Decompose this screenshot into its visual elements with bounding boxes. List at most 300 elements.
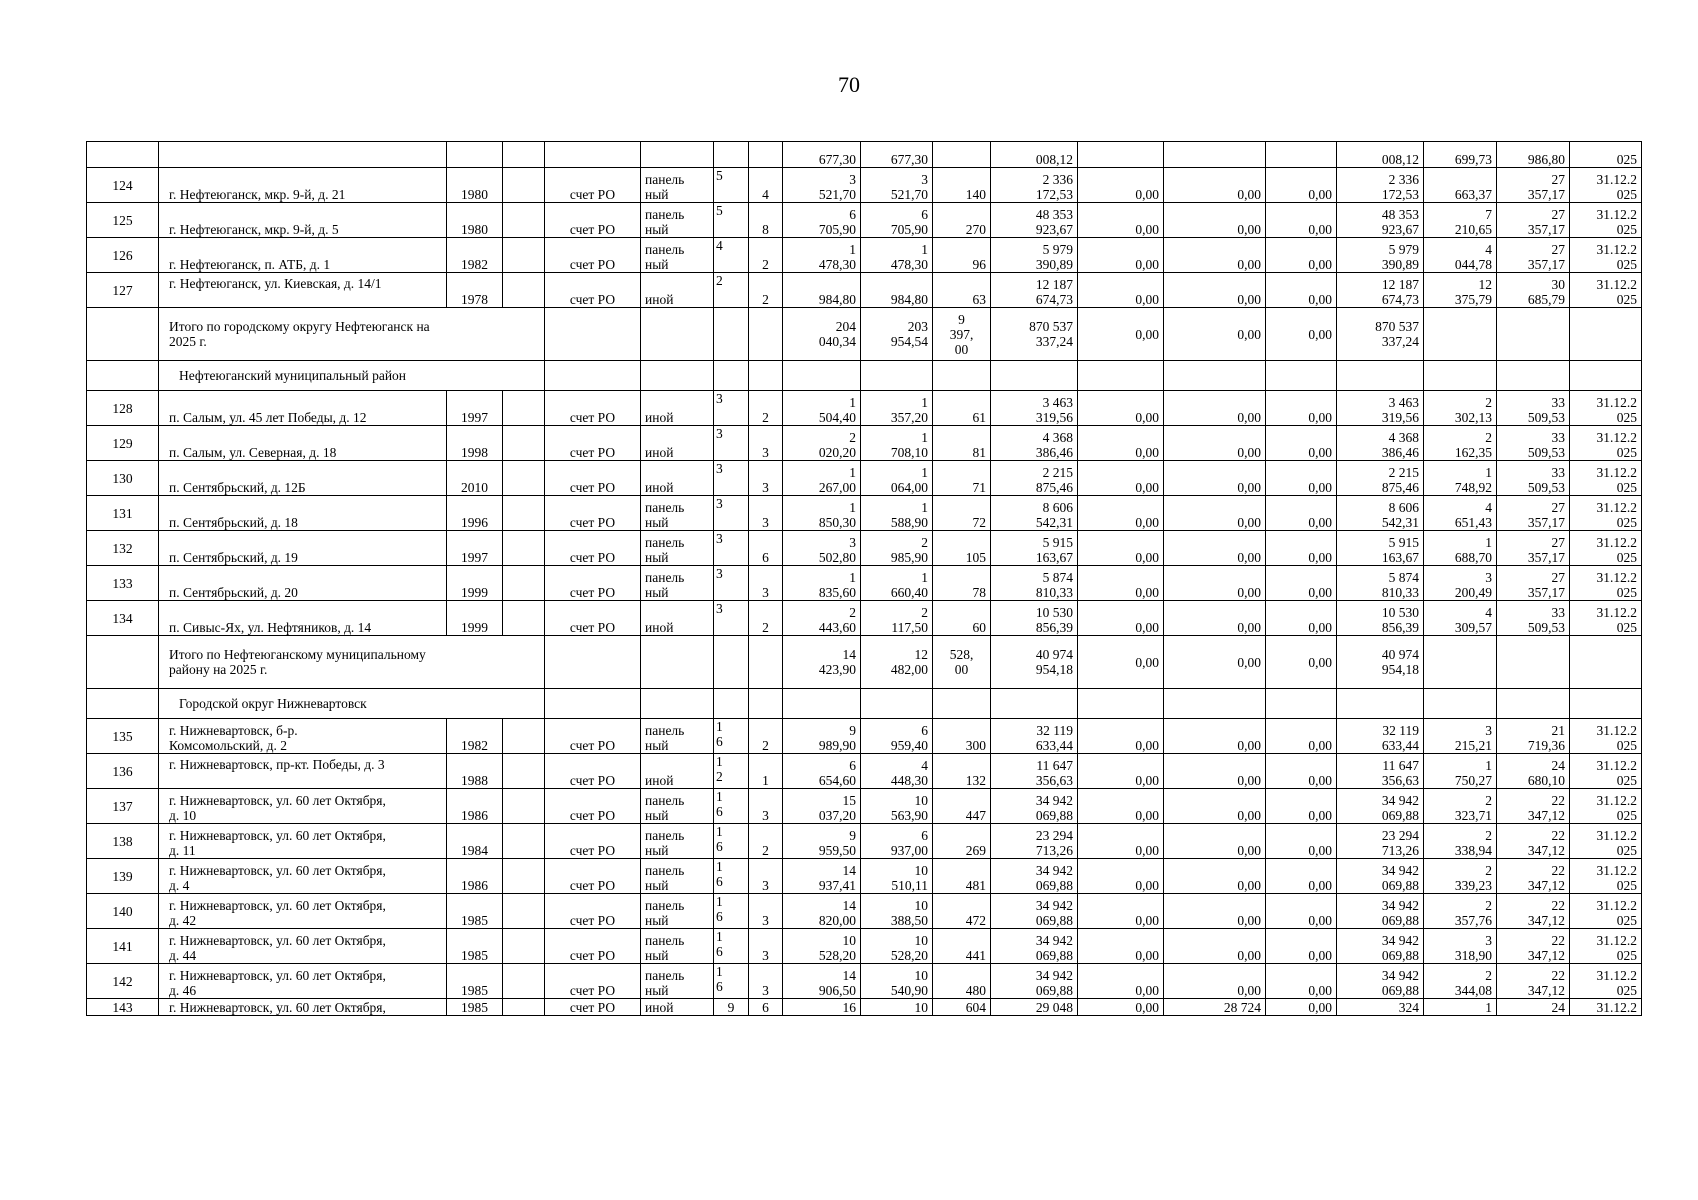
unit-cost: [1424, 754, 1497, 789]
residential-area: [861, 426, 933, 461]
cell-text: 2 162,35: [1454, 430, 1492, 460]
cell-text: 4: [762, 187, 769, 202]
continued-row: [87, 142, 1642, 168]
table-row: [87, 789, 1642, 824]
unit-cost: [1424, 426, 1497, 461]
cell-text: счет РО: [569, 187, 616, 202]
total-area: [783, 999, 861, 1016]
account-type: [545, 168, 641, 203]
total-cost: [991, 496, 1078, 531]
account-type: [545, 754, 641, 789]
cell-text: 5 979 390,89: [1035, 242, 1073, 272]
cell-text: 0,00: [1308, 480, 1332, 495]
cell-text: 472: [965, 913, 986, 928]
cell-text: 34 942 069,88: [1035, 898, 1073, 928]
cell-text: 34 942 069,88: [1035, 933, 1073, 963]
cell-text: Итого по Нефтеюганскому муниципальному району на 2025 г.: [169, 647, 426, 677]
cell-text: 0,00: [1308, 187, 1332, 202]
total-area: [783, 273, 861, 308]
cell-text: п. Сентябрьский, д. 18: [169, 515, 298, 530]
row-number: [87, 789, 159, 824]
cell-text: 1998: [461, 445, 488, 460]
row-number: [87, 496, 159, 531]
cell-text: г. Нижневартовск, ул. 60 лет Октября, д. 46: [169, 968, 386, 998]
table-cell: [783, 308, 861, 361]
entrances: [749, 999, 783, 1016]
table-cell: [503, 168, 545, 203]
cell-text: 32 119 633,44: [1381, 723, 1419, 753]
floors: [714, 824, 749, 859]
cell-text: 0,00: [1135, 410, 1159, 425]
table-cell: [1164, 391, 1266, 426]
address: [159, 859, 447, 894]
floors: [714, 168, 749, 203]
account-type: [545, 238, 641, 273]
account-type: [545, 929, 641, 964]
residential-area: [861, 203, 933, 238]
table-cell: [545, 636, 641, 689]
table-cell: [714, 689, 749, 719]
table-cell: [1164, 496, 1266, 531]
residential-area: [861, 929, 933, 964]
table-cell: [1078, 964, 1164, 999]
cell-text: 0,00: [1135, 808, 1159, 823]
account-type: [545, 859, 641, 894]
cell-text: 31.12.2 025: [1596, 570, 1637, 600]
account-type: [545, 142, 641, 168]
cell-text: 0,00: [1237, 515, 1261, 530]
table-cell: [1078, 894, 1164, 929]
completion-date: [1570, 203, 1642, 238]
cell-text: 31.12.2 025: [1596, 277, 1637, 307]
cell-text: 28 724: [1223, 1000, 1261, 1015]
completion-date: [1570, 496, 1642, 531]
cell-text: 10 510,11: [891, 863, 928, 893]
row-number: [87, 531, 159, 566]
table-cell: [1424, 308, 1497, 361]
cell-text: 3: [762, 913, 769, 928]
table-cell: [1266, 168, 1337, 203]
section-header-row: [87, 361, 1642, 391]
cell-text: 3: [762, 515, 769, 530]
table-row: [87, 999, 1642, 1016]
table-cell: [1266, 999, 1337, 1016]
total-cost: [991, 964, 1078, 999]
cell-text: 31.12.2 025: [1596, 723, 1637, 753]
cell-text: счет РО: [569, 948, 616, 963]
cell-text: 31.12.2 025: [1596, 898, 1637, 928]
cell-text: 1 688,70: [1454, 535, 1492, 565]
entrances: [749, 754, 783, 789]
total-area: [783, 531, 861, 566]
cell-text: 0,00: [1135, 187, 1159, 202]
cell-text: 31.12.2 025: [1596, 465, 1637, 495]
cell-text: 6: [762, 1000, 769, 1015]
cell-text: 324: [1398, 1000, 1419, 1015]
table-cell: [1164, 566, 1266, 601]
cell-text: 23 294 713,26: [1035, 828, 1073, 858]
cell-text: 6: [762, 550, 769, 565]
cell-text: 604: [965, 1000, 986, 1015]
cell-text: 142: [112, 973, 133, 989]
cell-text: 2: [716, 273, 723, 288]
cell-text: 0,00: [1308, 773, 1332, 788]
year-built: [447, 601, 503, 636]
address: [159, 426, 447, 461]
cell-text: 984,80: [890, 292, 928, 307]
cell-text: 143: [112, 1000, 133, 1015]
entrances: [749, 719, 783, 754]
table-cell: [1266, 964, 1337, 999]
residents: [933, 964, 991, 999]
table-cell: [1266, 601, 1337, 636]
cell-text: 3: [762, 585, 769, 600]
cell-text: 1997: [461, 550, 488, 565]
table-row: [87, 391, 1642, 426]
unit-cost: [1424, 789, 1497, 824]
residential-area: [861, 273, 933, 308]
cell-text: 0,00: [1135, 773, 1159, 788]
entrances: [749, 601, 783, 636]
residential-area: [861, 601, 933, 636]
entrances: [749, 142, 783, 168]
row-number: [87, 754, 159, 789]
cell-text: 71: [972, 480, 986, 495]
cell-text: 0,00: [1237, 257, 1261, 272]
row-number: [87, 859, 159, 894]
cell-text: 1 588,90: [890, 500, 928, 530]
cell-text: г. Нижневартовск, ул. 60 лет Октября, д. 4: [169, 863, 386, 893]
table-cell: [545, 689, 641, 719]
subtotal-row: [87, 636, 1642, 689]
cell-text: 0,00: [1308, 257, 1332, 272]
cell-text: 204 040,34: [818, 319, 856, 349]
cell-text: 008,12: [1381, 152, 1419, 167]
table-cell: [503, 566, 545, 601]
total-cost: [991, 999, 1078, 1016]
owners-funds: [1337, 999, 1424, 1016]
table-cell: [1078, 391, 1164, 426]
cell-text: 72: [972, 515, 986, 530]
total-area: [783, 461, 861, 496]
cell-text: 2 443,60: [818, 605, 856, 635]
total-cost: [991, 929, 1078, 964]
cell-text: 4 368 386,46: [1381, 430, 1419, 460]
cell-text: 10 563,90: [890, 793, 928, 823]
residential-area: [861, 824, 933, 859]
table-cell: [1078, 689, 1164, 719]
total-area: [783, 929, 861, 964]
table-cell: [783, 636, 861, 689]
residents: [933, 168, 991, 203]
cell-text: 0,00: [1135, 738, 1159, 753]
account-type: [545, 894, 641, 929]
table-cell: [1078, 859, 1164, 894]
cell-text: 2: [762, 410, 769, 425]
year-built: [447, 999, 503, 1016]
table-cell: [1266, 426, 1337, 461]
table-cell: [1424, 636, 1497, 689]
table-row: [87, 426, 1642, 461]
unit-cost: [1424, 273, 1497, 308]
cell-text: 138: [112, 833, 133, 849]
account-type: [545, 964, 641, 999]
table-cell: [503, 859, 545, 894]
cell-text: 6 654,60: [818, 758, 856, 788]
cell-text: 9 397, 00: [949, 311, 974, 357]
year-built: [447, 566, 503, 601]
owners-funds: [1337, 964, 1424, 999]
table-cell: [714, 636, 749, 689]
address: [159, 273, 447, 308]
cell-text: 0,00: [1237, 445, 1261, 460]
cell-text: 131: [112, 505, 133, 521]
cell-text: 31.12.2 025: [1596, 535, 1637, 565]
cell-text: панель ный: [645, 933, 685, 963]
completion-date: [1570, 238, 1642, 273]
cell-text: 9 989,90: [818, 723, 856, 753]
cell-text: иной: [645, 445, 674, 460]
residents: [933, 894, 991, 929]
table-cell: [641, 636, 714, 689]
max-unit-cost: [1497, 168, 1570, 203]
cell-text: 0,00: [1308, 878, 1332, 893]
completion-date: [1570, 754, 1642, 789]
cell-text: 1 748,92: [1454, 465, 1492, 495]
total-cost: [991, 168, 1078, 203]
wall-material: [641, 531, 714, 566]
table-cell: [1078, 238, 1164, 273]
table-cell: [1266, 859, 1337, 894]
address: [159, 461, 447, 496]
residential-area: [861, 894, 933, 929]
cell-text: 8: [762, 222, 769, 237]
max-unit-cost: [1497, 203, 1570, 238]
table-cell: [714, 308, 749, 361]
owners-funds: [1337, 859, 1424, 894]
account-type: [545, 273, 641, 308]
cell-text: 0,00: [1237, 913, 1261, 928]
table-row: [87, 238, 1642, 273]
table-cell: [749, 361, 783, 391]
cell-text: 0,00: [1237, 326, 1261, 342]
floors: [714, 964, 749, 999]
total-area: [783, 203, 861, 238]
table-cell: [1078, 719, 1164, 754]
cell-text: 132: [965, 773, 986, 788]
cell-text: 0,00: [1135, 983, 1159, 998]
floors: [714, 531, 749, 566]
cell-text: 22 347,12: [1527, 898, 1565, 928]
cell-text: 1 357,20: [890, 395, 928, 425]
cell-text: 22 347,12: [1527, 863, 1565, 893]
cell-text: 1: [762, 773, 769, 788]
cell-text: 22 347,12: [1527, 968, 1565, 998]
entrances: [749, 566, 783, 601]
cell-text: 31.12.2 025: [1596, 172, 1637, 202]
cell-text: 0,00: [1308, 843, 1332, 858]
unit-cost: [1424, 496, 1497, 531]
cell-text: 134: [112, 610, 133, 626]
cell-text: 4 448,30: [890, 758, 928, 788]
year-built: [447, 754, 503, 789]
cell-text: 10: [914, 1000, 928, 1015]
cell-text: г. Нефтеюганск, ул. Киевская, д. 14/1: [169, 276, 382, 291]
year-built: [447, 824, 503, 859]
cell-text: 34 942 069,88: [1035, 863, 1073, 893]
cell-text: 300: [965, 738, 986, 753]
cell-text: г. Нижневартовск, ул. 60 лет Октября, д. 42: [169, 898, 386, 928]
cell-text: 2: [762, 257, 769, 272]
table-cell: [503, 203, 545, 238]
cell-text: 984,80: [818, 292, 856, 307]
cell-text: 31.12.2 025: [1596, 793, 1637, 823]
cell-text: 48 353 923,67: [1035, 207, 1073, 237]
cell-text: 34 942 069,88: [1381, 968, 1419, 998]
max-unit-cost: [1497, 929, 1570, 964]
table-cell: [1570, 361, 1642, 391]
cell-text: 61: [972, 410, 986, 425]
owners-funds: [1337, 461, 1424, 496]
residential-area: [861, 859, 933, 894]
cell-text: 81: [972, 445, 986, 460]
cell-text: 1: [1485, 1000, 1492, 1015]
cell-text: 1 6: [716, 824, 723, 854]
cell-text: счет РО: [569, 292, 616, 307]
cell-text: 441: [965, 948, 986, 963]
table-cell: [503, 719, 545, 754]
owners-funds: [1337, 496, 1424, 531]
cell-text: 0,00: [1308, 654, 1332, 670]
cell-text: 3: [762, 808, 769, 823]
owners-funds: [1337, 824, 1424, 859]
cell-text: 12 375,79: [1454, 277, 1492, 307]
owners-funds: [1337, 601, 1424, 636]
table-cell: [1164, 531, 1266, 566]
cell-text: иной: [645, 410, 674, 425]
table-cell: [1164, 203, 1266, 238]
max-unit-cost: [1497, 531, 1570, 566]
cell-text: 2 302,13: [1454, 395, 1492, 425]
residential-area: [861, 142, 933, 168]
cell-text: 29 048: [1035, 1000, 1073, 1015]
cell-text: панель ный: [645, 898, 685, 928]
cell-text: 0,00: [1237, 654, 1261, 670]
floors: [714, 461, 749, 496]
cell-text: г. Нефтеюганск, п. АТБ, д. 1: [169, 257, 331, 272]
owners-funds: [1337, 391, 1424, 426]
table-cell: [503, 824, 545, 859]
cell-text: 3: [716, 531, 723, 546]
row-number: [87, 824, 159, 859]
cell-text: 16: [842, 1000, 856, 1015]
account-type: [545, 391, 641, 426]
cell-text: 1 2: [716, 754, 723, 784]
completion-date: [1570, 426, 1642, 461]
cell-text: счет РО: [569, 585, 616, 600]
cell-text: счет РО: [569, 257, 616, 272]
cell-text: 1988: [461, 773, 488, 788]
cell-text: 0,00: [1135, 913, 1159, 928]
table-cell: [1078, 461, 1164, 496]
cell-text: 0,00: [1308, 808, 1332, 823]
cell-text: 33 509,53: [1527, 605, 1565, 635]
cell-text: счет РО: [569, 738, 616, 753]
table-cell: [861, 636, 933, 689]
max-unit-cost: [1497, 859, 1570, 894]
cell-text: 60: [972, 620, 986, 635]
cell-text: 125: [112, 212, 133, 228]
cell-text: 1980: [461, 222, 488, 237]
cell-text: 1 6: [716, 964, 723, 994]
completion-date: [1570, 168, 1642, 203]
residents: [933, 391, 991, 426]
table-cell: [1424, 689, 1497, 719]
cell-text: 870 537 337,24: [1375, 319, 1419, 349]
entrances: [749, 531, 783, 566]
residents: [933, 142, 991, 168]
year-built: [447, 496, 503, 531]
cell-text: 0,00: [1237, 585, 1261, 600]
cell-text: панель ный: [645, 500, 685, 530]
cell-text: счет РО: [569, 983, 616, 998]
residential-area: [861, 391, 933, 426]
cell-text: 025: [1616, 152, 1637, 167]
unit-cost: [1424, 168, 1497, 203]
cell-text: 1 6: [716, 789, 723, 819]
cell-text: 3: [716, 566, 723, 581]
row-number: [87, 426, 159, 461]
cell-text: 141: [112, 938, 133, 954]
cell-text: 0,00: [1135, 585, 1159, 600]
table-cell: [545, 308, 641, 361]
floors: [714, 929, 749, 964]
cell-text: 40 974 954,18: [1381, 647, 1419, 677]
cell-text: 1996: [461, 515, 488, 530]
completion-date: [1570, 273, 1642, 308]
table-cell: [1424, 361, 1497, 391]
cell-text: 30 685,79: [1527, 277, 1565, 307]
cell-text: 0,00: [1135, 878, 1159, 893]
cell-text: 27 357,17: [1527, 570, 1565, 600]
completion-date: [1570, 789, 1642, 824]
address: [159, 929, 447, 964]
address: [159, 168, 447, 203]
max-unit-cost: [1497, 142, 1570, 168]
wall-material: [641, 894, 714, 929]
cell-text: 0,00: [1237, 410, 1261, 425]
max-unit-cost: [1497, 894, 1570, 929]
cell-text: 12 187 674,73: [1381, 277, 1419, 307]
residents: [933, 496, 991, 531]
total-cost: [991, 601, 1078, 636]
cell-text: 5 915 163,67: [1035, 535, 1073, 565]
address: [159, 754, 447, 789]
cell-text: 699,73: [1454, 152, 1492, 167]
address: [159, 391, 447, 426]
row-number: [87, 203, 159, 238]
cell-text: 2: [762, 620, 769, 635]
table-cell: [1164, 789, 1266, 824]
table-cell: [1266, 566, 1337, 601]
cell-text: счет РО: [569, 445, 616, 460]
owners-funds: [1337, 719, 1424, 754]
year-built: [447, 929, 503, 964]
wall-material: [641, 789, 714, 824]
total-cost: [991, 426, 1078, 461]
cell-text: 5 915 163,67: [1381, 535, 1419, 565]
entrances: [749, 929, 783, 964]
